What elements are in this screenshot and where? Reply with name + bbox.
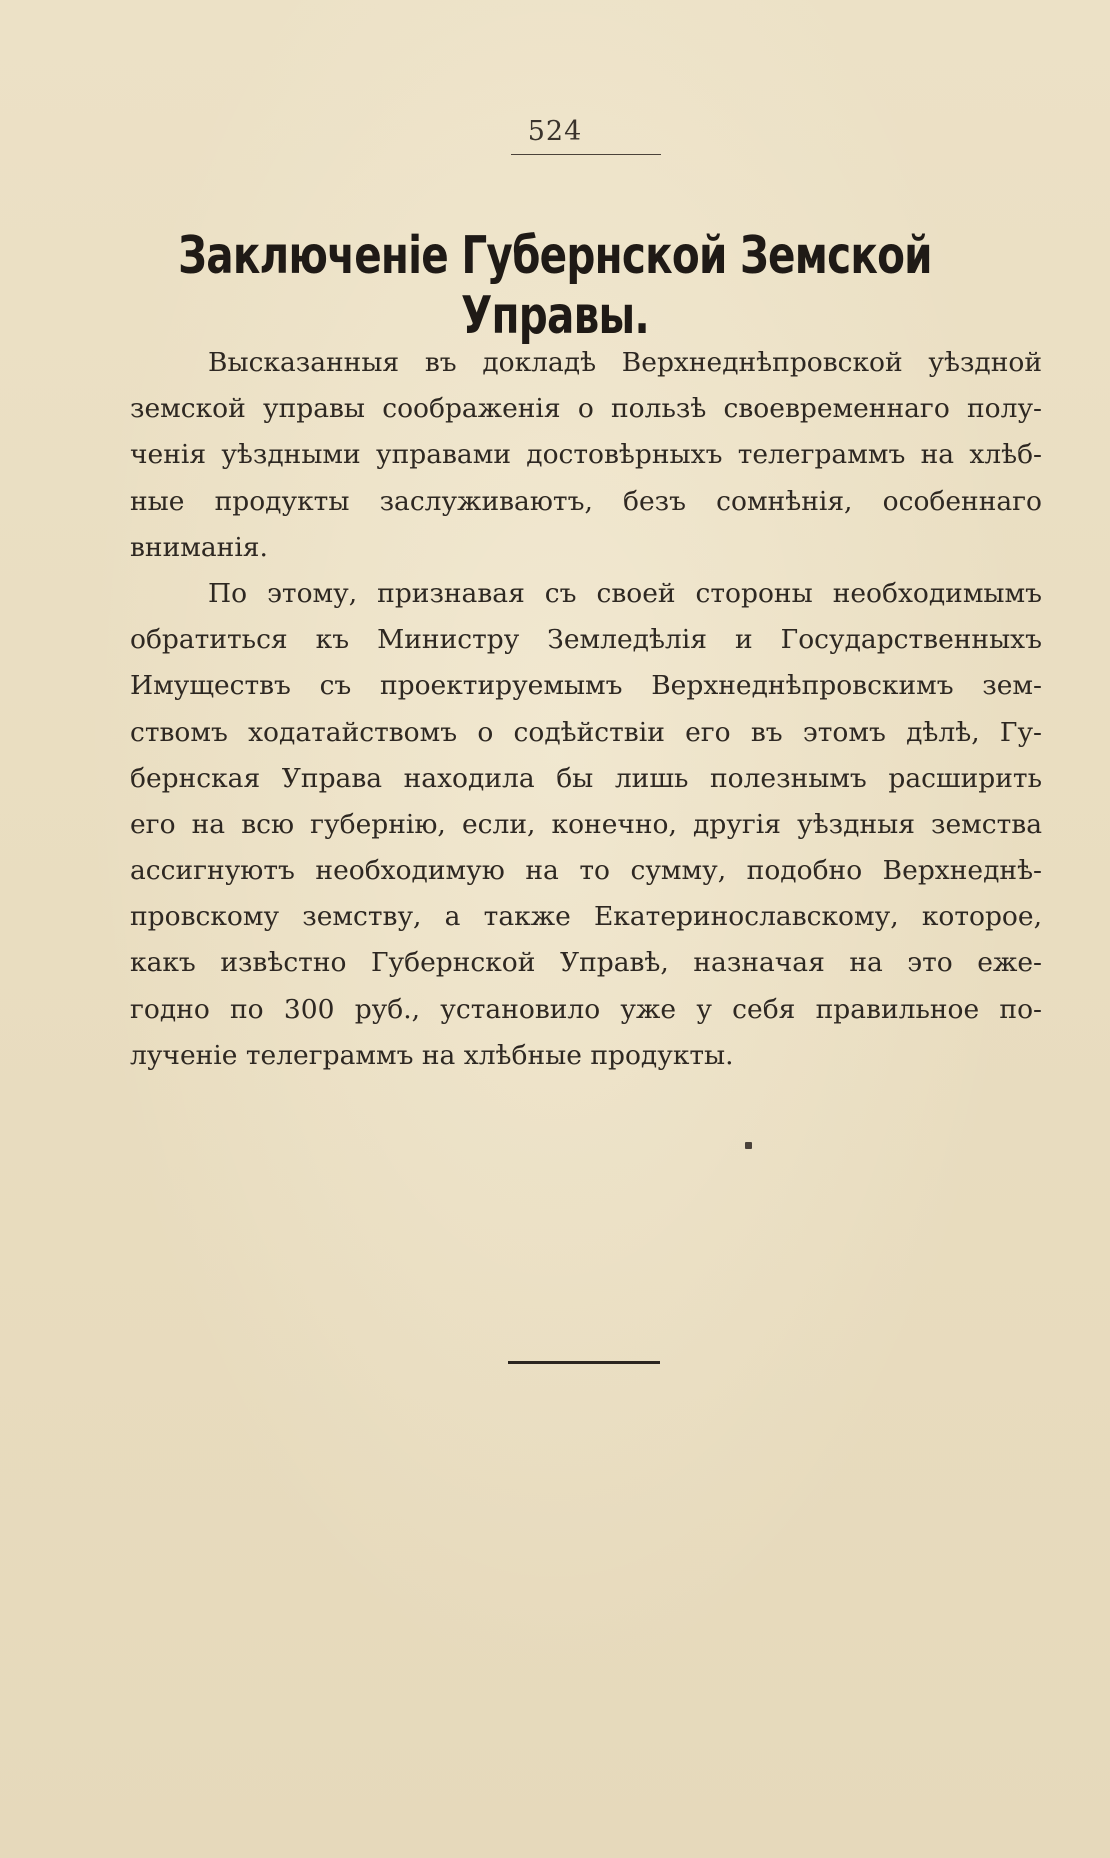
text-line: ченія уѣздными управами достовѣрныхъ телеграммъ на хлѣб- [130,439,1042,471]
text-line: годно по 300 руб., установило уже у себя правильное по- [130,993,1042,1025]
text-line: вниманія. [130,531,268,563]
text-line: ные продукты заслуживаютъ, безъ сомнѣнія, особеннаго [130,485,1042,517]
text-line: ствомъ ходатайствомъ о содѣйствіи его въ этомъ дѣлѣ, Гу- [130,716,1042,748]
body-text [130,340,1042,1079]
text-line: лученіе телеграммъ на хлѣбные продукты. [130,1039,734,1071]
end-rule [508,1361,660,1364]
text-line: Имуществъ съ проектируемымъ Верхнеднѣпровскимъ зем- [130,670,1042,702]
paragraph-2 [130,571,1042,1079]
text-line: Высказанныя въ докладѣ Верхнеднѣпровской уѣздной [208,347,1042,378]
text-line: ассигнуютъ необходимую на то сумму, подобно Верхнеднѣ- [130,855,1042,887]
page-number-rule [511,154,661,155]
section-title: Заключеніе Губернской Земской Управы. [178,226,932,346]
paragraph-1 [130,340,1042,571]
text-line: какъ извѣстно Губернской Управѣ, назначая на это еже- [130,947,1042,979]
text-line: провскому земству, а также Екатеринославскому, которое, [130,901,1042,933]
text-line: бернская Управа находила бы лишь полезнымъ расширить [130,762,1042,794]
page-number: 524 [527,116,583,147]
text-line: По этому, признавая съ своей стороны необходимымъ [208,577,1042,609]
text-line: его на всю губернію, если, конечно, другія уѣздныя земства [130,808,1042,840]
ink-speck [745,1142,752,1149]
text-line: обратиться къ Министру Земледѣлія и Государственныхъ [130,624,1042,656]
text-line: земской управы соображенія о пользѣ своевременнаго полу- [130,393,1042,425]
